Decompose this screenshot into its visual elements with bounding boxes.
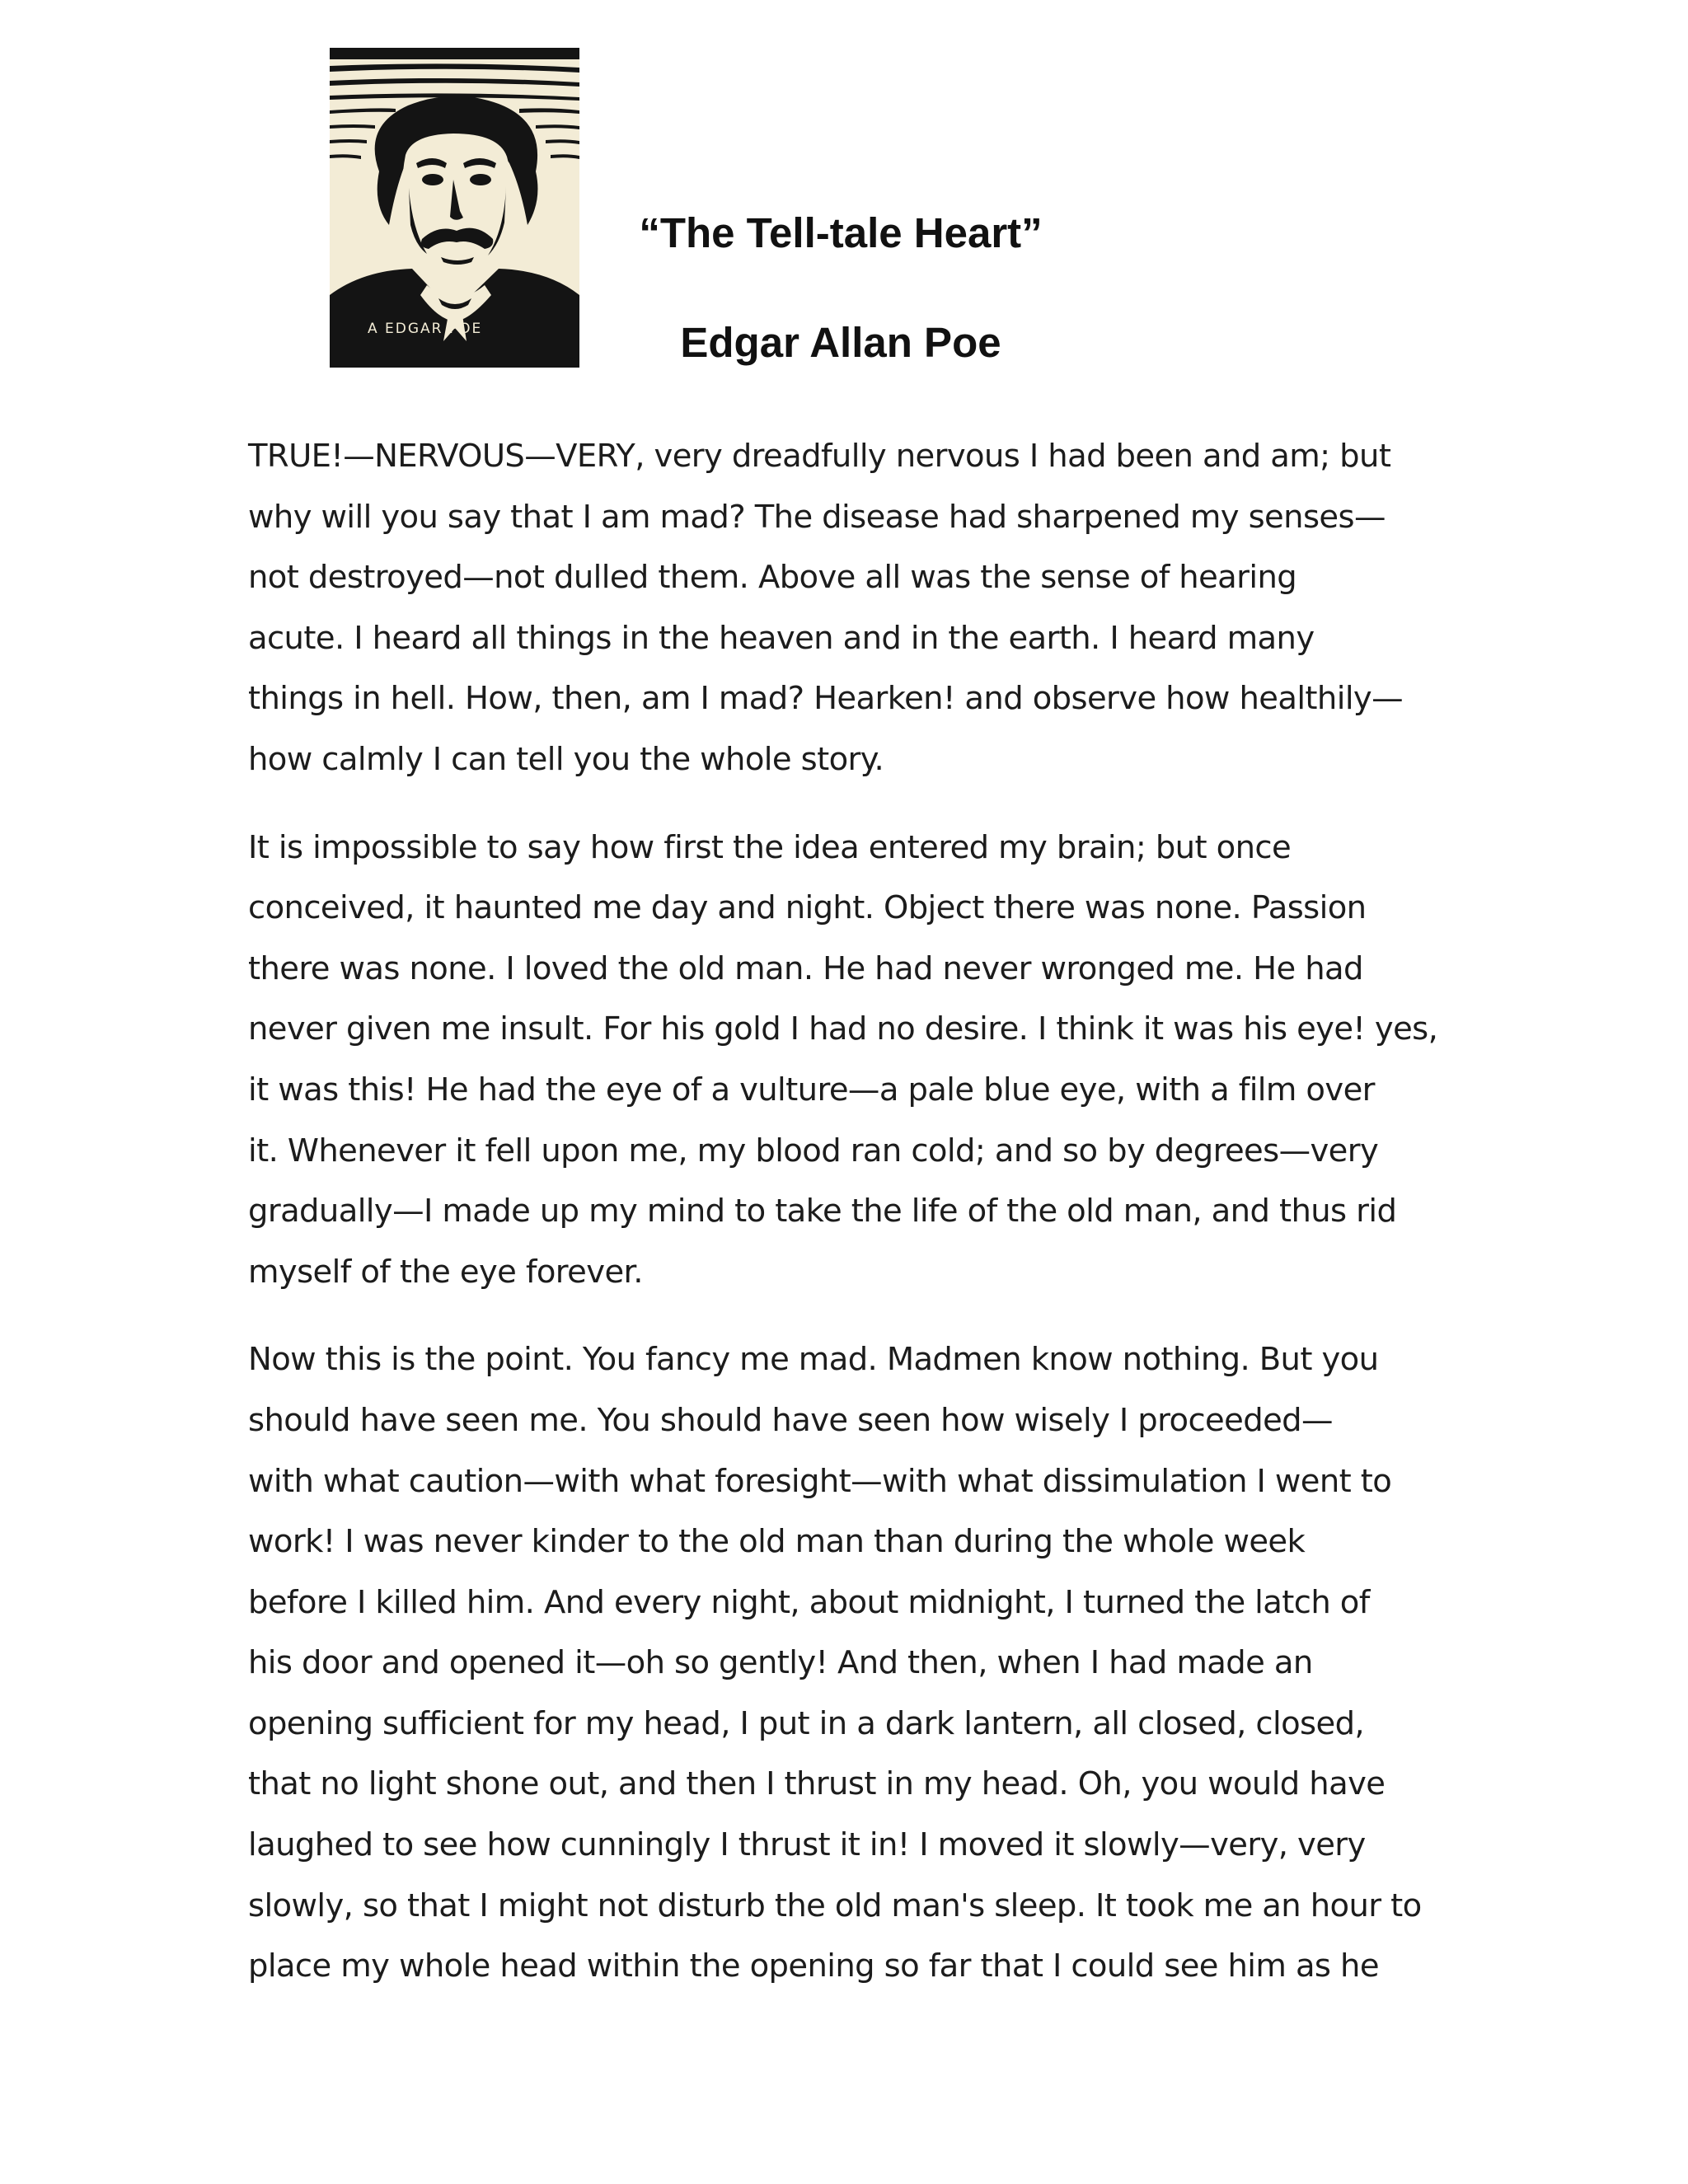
text-line: not destroyed—not dulled them. Above all was the sense of hearing <box>248 559 1297 597</box>
paragraph-2 <box>248 818 1451 1303</box>
portrait-caption: A EDGAR POE <box>368 321 483 337</box>
text-line: slowly, so that I might not disturb the old man's sleep. It took me an hour to <box>248 1886 1422 1924</box>
text-line: how calmly I can tell you the whole story. <box>248 740 884 778</box>
text-line: opening sufficient for my head, I put in a dark lantern, all closed, closed, <box>248 1704 1365 1742</box>
text-line: Now this is the point. You fancy me mad. Madmen know nothing. But you <box>248 1341 1379 1379</box>
author-portrait <box>330 48 579 368</box>
text-line: his door and opened it—oh so gently! And then, when I had made an <box>248 1644 1313 1682</box>
text-line: work! I was never kinder to the old man than during the whole week <box>248 1523 1306 1561</box>
text-line: TRUE!—NERVOUS—VERY, very dreadfully nervous I had been and am; but <box>248 438 1391 475</box>
story-title: “The Tell-tale Heart” <box>639 209 1043 256</box>
text-line: it. Whenever it fell upon me, my blood ran cold; and so by degrees—very <box>248 1132 1379 1169</box>
text-line: place my whole head within the opening so far that I could see him as he <box>248 1947 1379 1985</box>
text-line: myself of the eye forever. <box>248 1253 643 1291</box>
portrait-monogram: FV <box>562 354 576 365</box>
story-body <box>248 426 1451 2024</box>
text-line: with what caution—with what foresight—with what dissimulation I went to <box>248 1462 1392 1500</box>
text-line: should have seen me. You should have seen how wisely I proceeded— <box>248 1401 1333 1439</box>
text-line: that no light shone out, and then I thrust in my head. Oh, you would have <box>248 1765 1386 1803</box>
paragraph-1 <box>248 426 1451 790</box>
text-line: why will you say that I am mad? The disease had sharpened my senses— <box>248 498 1386 536</box>
text-line: It is impossible to say how first the idea entered my brain; but once <box>248 828 1292 866</box>
text-line: things in hell. How, then, am I mad? Hearken! and observe how healthily— <box>248 680 1404 718</box>
story-author: Edgar Allan Poe <box>680 319 1001 366</box>
text-line: there was none. I loved the old man. He had never wronged me. He had <box>248 949 1363 987</box>
poe-woodcut-illustration <box>330 48 579 368</box>
text-line: acute. I heard all things in the heaven and in the earth. I heard many <box>248 619 1315 657</box>
text-line: it was this! He had the eye of a vulture—a pale blue eye, with a film over <box>248 1071 1375 1108</box>
text-line: conceived, it haunted me day and night. Object there was none. Passion <box>248 889 1367 927</box>
text-line: laughed to see how cunningly I thrust it in! I moved it slowly—very, very <box>248 1826 1366 1864</box>
text-line: before I killed him. And every night, about midnight, I turned the latch of <box>248 1583 1370 1621</box>
paragraph-3 <box>248 1329 1451 1997</box>
text-line: never given me insult. For his gold I had no desire. I think it was his eye! yes, <box>248 1010 1438 1048</box>
text-line: gradually—I made up my mind to take the life of the old man, and thus rid <box>248 1193 1397 1230</box>
